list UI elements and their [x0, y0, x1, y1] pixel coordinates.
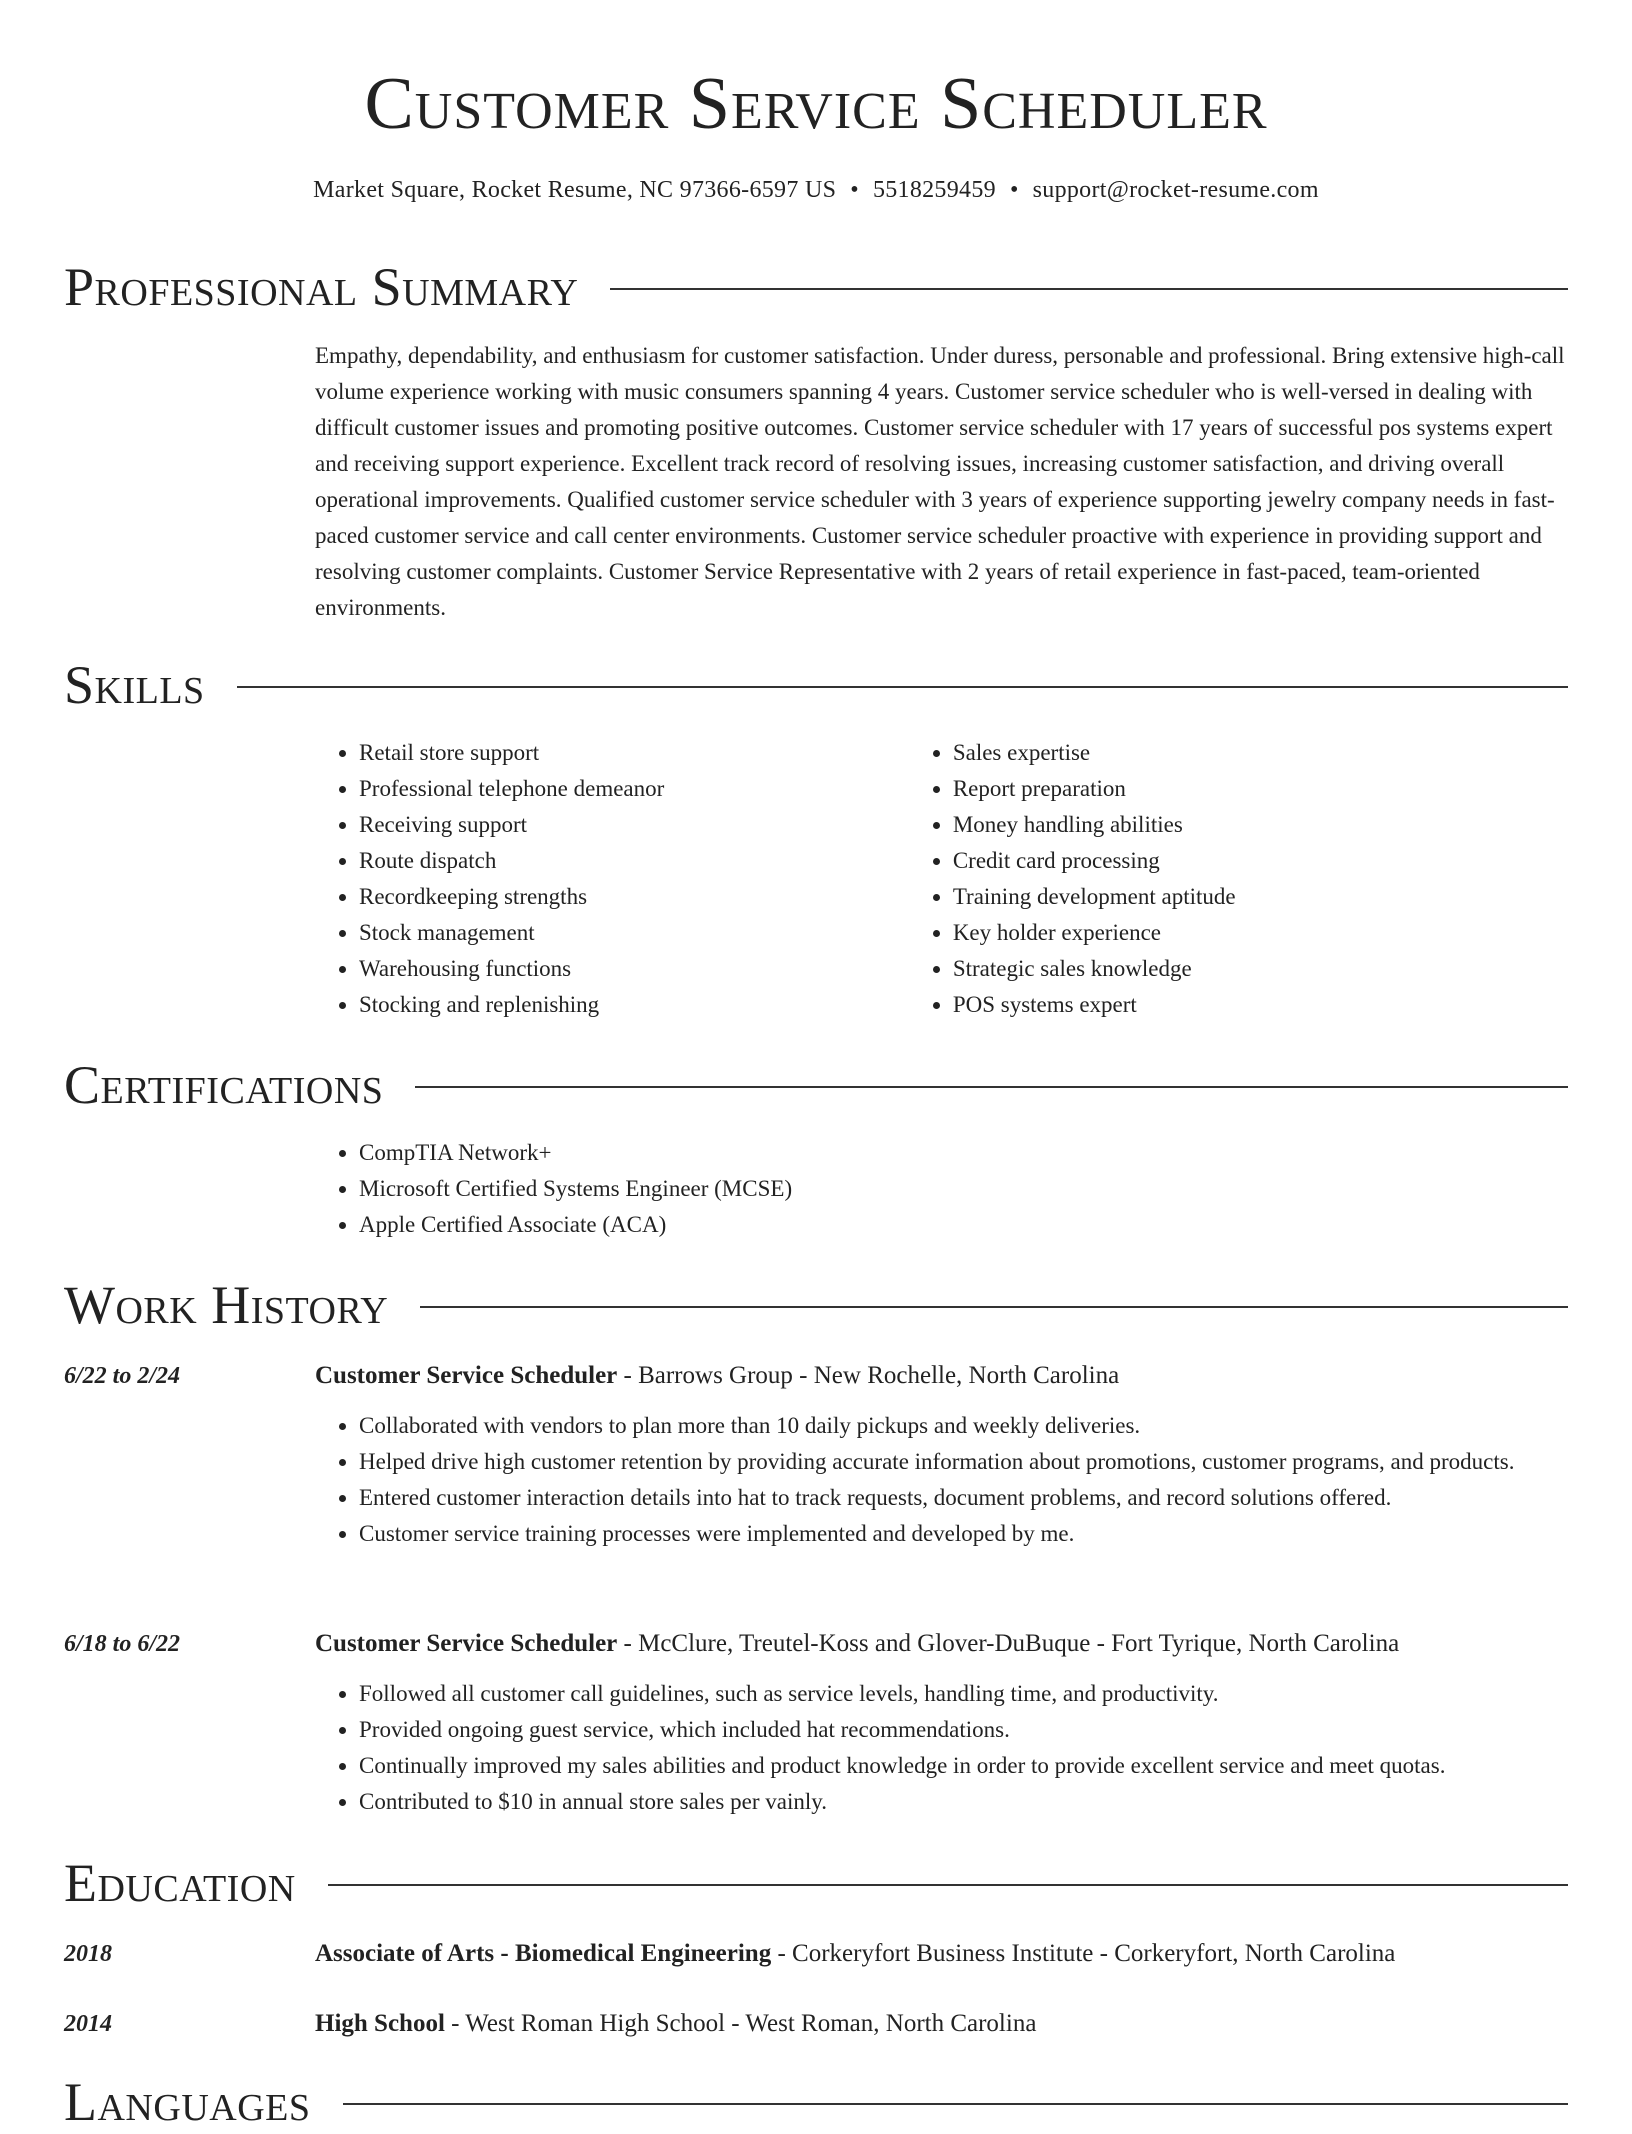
- education-degree: High School: [315, 2010, 445, 2037]
- section-title-certifications: Certifications: [64, 1055, 384, 1115]
- section-divider: [420, 1306, 1568, 1308]
- work-entry-main: [315, 1626, 1568, 1820]
- contact-separator: •: [1009, 177, 1019, 203]
- certifications-section: [64, 1053, 1568, 1117]
- skill-item: • Professional telephone demeanor: [359, 771, 909, 807]
- job-bullet: • Helped drive high customer retention by providing accurate information about promotions, customer programs, and products.: [359, 1444, 1568, 1480]
- skill-item: • Money handling abilities: [953, 807, 1568, 843]
- section-divider: [610, 288, 1568, 290]
- job-bullet: • Continually improved my sales abilities and product knowledge in order to provide excellent service and meet quotas.: [359, 1748, 1568, 1784]
- job-details: - Barrows Group - New Rochelle, North Carolina: [617, 1362, 1120, 1389]
- job-bullet: • Entered customer interaction details into hat to track requests, document problems, and record solutions offered.: [359, 1480, 1568, 1516]
- education-entry-main: [315, 1936, 1568, 1986]
- skill-item: • Sales expertise: [953, 735, 1568, 771]
- contact-phone: 5518259459: [872, 177, 996, 203]
- job-bullet: • Provided ongoing guest service, which included hat recommendations.: [359, 1712, 1568, 1748]
- work-history-section: [64, 1273, 1568, 1337]
- section-header: [64, 653, 1568, 717]
- section-divider: [328, 1884, 1568, 1886]
- work-title-line: [315, 1626, 1568, 1662]
- skill-item: • Key holder experience: [953, 915, 1568, 951]
- section-header: [64, 1851, 1568, 1915]
- section-title-education: Education: [64, 1853, 296, 1913]
- skills-list-left: [315, 735, 909, 1023]
- education-degree: Associate of Arts - Biomedical Engineering: [315, 1940, 772, 1967]
- skill-item: • Training development aptitude: [953, 879, 1568, 915]
- contact-separator: •: [850, 177, 859, 203]
- education-section: [64, 1851, 1568, 1915]
- education-year: 2018: [64, 1941, 112, 1967]
- contact-email: support@rocket-resume.com: [1032, 177, 1319, 203]
- education-title-line: [315, 1936, 1568, 1972]
- skills-section: [64, 653, 1568, 717]
- skill-item: • Warehousing functions: [359, 951, 909, 987]
- contact-line: [64, 174, 1568, 206]
- certifications-list: [315, 1135, 1568, 1243]
- certification-item: • Apple Certified Associate (ACA): [359, 1207, 1568, 1243]
- job-role: Customer Service Scheduler: [315, 1630, 618, 1657]
- skill-item: • Receiving support: [359, 807, 909, 843]
- education-title-line: [315, 2006, 1568, 2042]
- section-header: [64, 1273, 1568, 1337]
- contact-address: Market Square, Rocket Resume, NC 97366-6597 US: [313, 177, 837, 203]
- job-details: - McClure, Treutel-Koss and Glover-DuBuque - Fort Tyrique, North Carolina: [617, 1630, 1400, 1657]
- section-title-summary: Professional Summary: [64, 257, 579, 317]
- section-header: [64, 255, 1568, 319]
- work-title-line: [315, 1358, 1568, 1394]
- section-divider: [237, 686, 1568, 688]
- certifications-body: [315, 1135, 1568, 1243]
- skill-item: • Retail store support: [359, 735, 909, 771]
- summary-body: [315, 338, 1568, 626]
- section-title-languages: Languages: [64, 2072, 311, 2132]
- section-title-skills: Skills: [64, 655, 205, 715]
- job-bullets: [315, 1676, 1568, 1820]
- work-entry-main: [315, 1358, 1568, 1552]
- job-bullet: • Collaborated with vendors to plan more than 10 daily pickups and weekly deliveries.: [359, 1408, 1568, 1444]
- section-divider: [415, 1086, 1568, 1088]
- section-title-work-history: Work History: [64, 1275, 389, 1335]
- skill-item: • Route dispatch: [359, 843, 909, 879]
- certification-item: • CompTIA Network+: [359, 1135, 1568, 1171]
- section-header: [64, 2070, 1568, 2134]
- skill-item: • Stock management: [359, 915, 909, 951]
- job-bullet: • Contributed to $10 in annual store sales per vainly.: [359, 1784, 1568, 1820]
- skills-list-right: [909, 735, 1568, 1023]
- job-role: Customer Service Scheduler: [315, 1362, 618, 1389]
- summary-section: [64, 255, 1568, 319]
- section-header: [64, 1053, 1568, 1117]
- skill-item: • Report preparation: [953, 771, 1568, 807]
- skill-item: • POS systems expert: [953, 987, 1568, 1023]
- job-bullet: • Followed all customer call guidelines, such as service levels, handling time, and productivity.: [359, 1676, 1568, 1712]
- work-dates: 6/22 to 2/24: [64, 1363, 181, 1389]
- skill-item: • Stocking and replenishing: [359, 987, 909, 1023]
- education-details: - West Roman High School - West Roman, North Carolina: [444, 2010, 1037, 2037]
- education-details: - Corkeryfort Business Institute - Corkeryfort, North Carolina: [771, 1940, 1396, 1967]
- education-entry-main: [315, 2006, 1568, 2056]
- candidate-name: Customer Service Scheduler: [364, 63, 1268, 145]
- education-year: 2014: [64, 2011, 112, 2037]
- languages-section: [64, 2070, 1568, 2134]
- work-dates: 6/18 to 6/22: [64, 1631, 181, 1657]
- skill-item: • Recordkeeping strengths: [359, 879, 909, 915]
- job-bullet: • Customer service training processes were implemented and developed by me.: [359, 1516, 1568, 1552]
- skills-columns: [315, 735, 1568, 1023]
- summary-text: Empathy, dependability, and enthusiasm for customer satisfaction. Under duress, personable and professional. Bring extensive high-call volume experience working with music consumers spanning 4 years. Customer service scheduler who is well-versed in dealing with difficult customer issues and promoting positive outcomes. Customer service scheduler with 17 years of successful pos systems expert and receiving support experience. Excellent track record of resolving issues, increasing customer satisfaction, and driving overall operational improvements. Qualified customer service scheduler with 3 years of experience supporting jewelry company needs in fast-paced customer service and call center environments. Customer service scheduler proactive with experience in providing support and resolving customer complaints. Customer Service Representative with 2 years of retail experience in fast-paced, team-oriented environments.: [315, 343, 1565, 620]
- skills-body: [315, 735, 1568, 1023]
- job-bullets: [315, 1408, 1568, 1552]
- skill-item: • Credit card processing: [953, 843, 1568, 879]
- section-divider: [343, 2103, 1569, 2105]
- skill-item: • Strategic sales knowledge: [953, 951, 1568, 987]
- certification-item: • Microsoft Certified Systems Engineer (MCSE): [359, 1171, 1568, 1207]
